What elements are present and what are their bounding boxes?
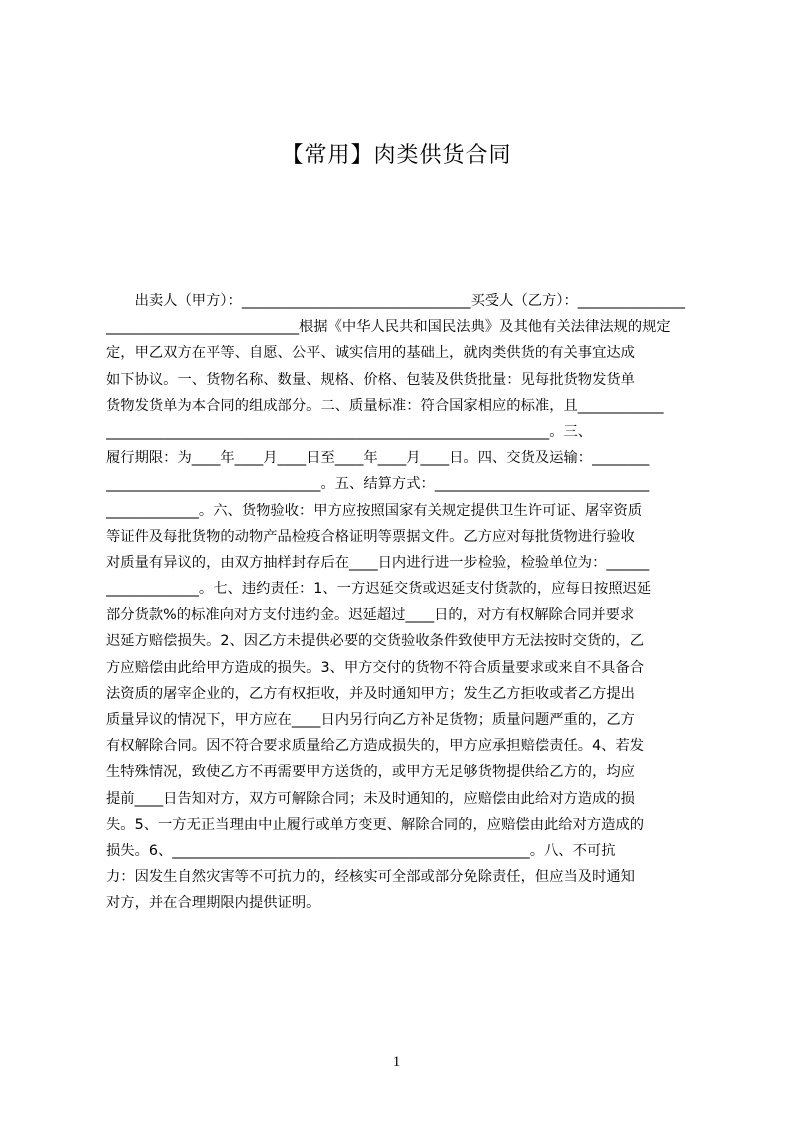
body-line: 生特殊情况，致使乙方不再需要甲方送货的，或甲方无足够货物提供给乙方的，均应 <box>106 764 635 781</box>
body-line: 法资质的屠宰企业的，乙方有权拒收，并及时通知甲方；发生乙方拒收或者乙方提出 <box>106 685 635 702</box>
body-line: 质量异议的情况下，甲方应在____日内另行向乙方补足货物；质量问题严重的，乙方 <box>106 712 635 728</box>
body-line: 货物发货单为本合同的组成部分。二、质量标准：符合国家相应的标准，且____________ <box>106 397 664 414</box>
body-line: ______________________________________________________________。三、 <box>106 423 593 440</box>
contract-body <box>106 288 698 917</box>
page-number: 1 <box>392 1054 401 1070</box>
body-line: 损失。6、__________________________________________________。八、不可抗 <box>106 842 616 859</box>
body-line: 对方，并在合理期限内提供证明。 <box>106 895 321 912</box>
document-title: 【常用】肉类供货合同 <box>281 143 512 168</box>
body-line: 有权解除合同。因不符合要求质量给乙方造成损失的，甲方应承担赔偿责任。4、若发 <box>106 738 645 755</box>
body-line: 方应赔偿由此给甲方造成的损失。3、甲方交付的货物不符合质量要求或来自不具备合 <box>106 659 645 676</box>
body-line: ___________________________根据《中华人民共和国民法典》及其他有关法律法规的规定 <box>106 319 671 336</box>
body-line: 如下协议。一、货物名称、数量、规格、价格、包装及供货批量：见每批货物发货单 <box>106 371 635 388</box>
body-line: 力：因发生自然灾害等不可抗力的，经核实可全部或部分免除责任，但应当及时通知 <box>106 869 635 886</box>
body-line: 失。5、一方无正当理由中止履行或单方变更、解除合同的，应赔偿由此给对方造成的 <box>106 816 645 833</box>
body-line: ______________________________。五、结算方式：______________________________ <box>106 476 650 493</box>
body-line: 提前____日告知对方，双方可解除合同；未及时通知的，应赔偿由此给对方造成的损 <box>106 790 635 807</box>
body-line: 对质量有异议的，由双方抽样封存后在____日内进行进一步检验，检验单位为：______ <box>106 554 650 571</box>
body-line: 迟延方赔偿损失。2、因乙方未提供必要的交货验收条件致使甲方无法按时交货的，乙 <box>106 633 645 650</box>
body-line: 出卖人（甲方）：________________________________买受人（乙方）：_______________ <box>106 293 686 309</box>
body-line: 部分货款%的标准向对方支付违约金。迟延超过____日的，对方有权解除合同并要求 <box>106 607 635 624</box>
body-line: 等证件及每批货物的动物产品检疫合格证明等票据文件。乙方应对每批货物进行验收 <box>106 528 635 545</box>
body-line: _____________。六、货物验收：甲方应按照国家有关规定提供卫生许可证、屠宰资质 <box>106 502 643 519</box>
body-line: 履行期限：为____年____月____日至____年____月____日。四、交货及运输：________ <box>106 450 650 467</box>
body-line: 定，甲乙双方在平等、自愿、公平、诚实信用的基础上，就肉类供货的有关事宜达成 <box>106 345 635 362</box>
body-line: _____________。七、违约责任：1、一方迟延交货或迟延支付货款的，应每日按照迟延 <box>106 581 652 598</box>
